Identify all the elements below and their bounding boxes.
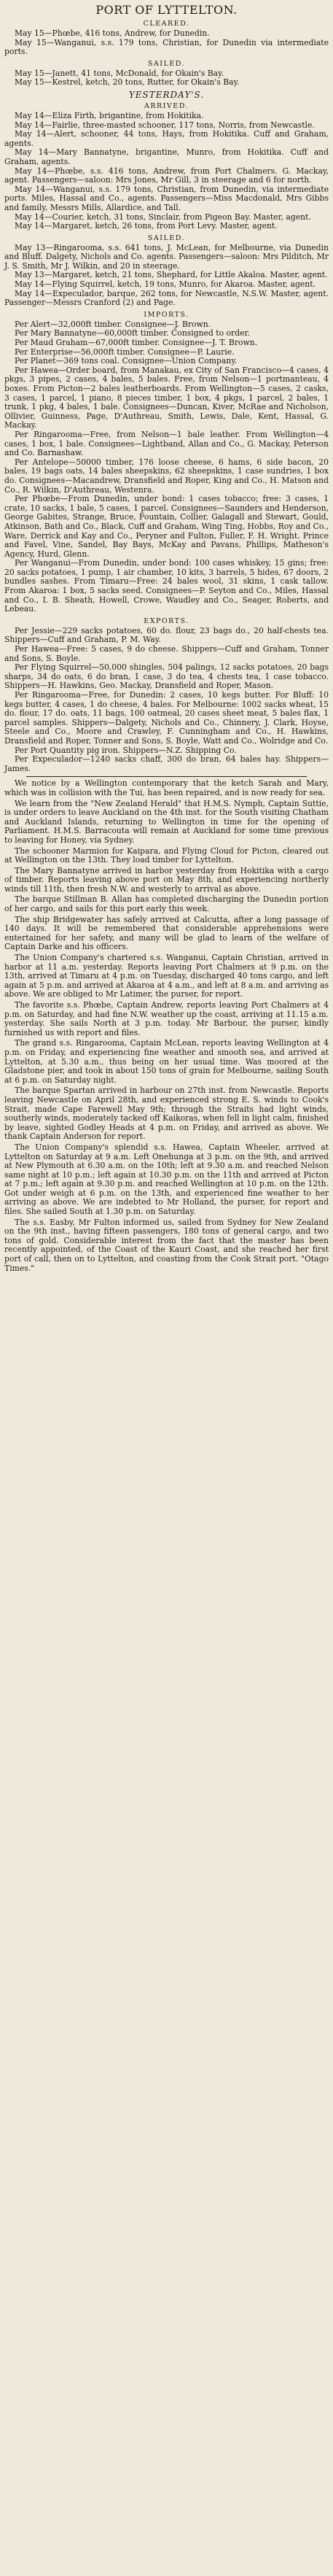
exports-heading: EXPORTS. [144, 616, 189, 625]
masthead-title: PORT OF LYTTELTON. [95, 3, 238, 17]
news-paragraph: The Union Company's splendid s.s. Hawea, Captain Wheeler, arrived at Lyttelton on Saturday at 9 a.m. Left Onehunga at 3 p.m. on the 9th, and arrived at New Plymouth at 6.30 a.m. on the 10th; left at 9.30 a.m. and reached Nelson same night at 10 p.m.; left again at 10.30 p.m. on the 11th and arrived at Picton at 7 p.m.; left again at 9.30 p.m. and reached Wellington at 10 p.m. on the 12th. Got under weigh at 6 p.m. on the 13th, and experienced fine weather to her arriving as above. We are indebted to Mr Holland, the purser, for report and files. She sailed South at 1.30 p.m. on Saturday. [4, 1142, 329, 1217]
import-entry: Per Alert—32,000ft timber. Consignee—J. Brown. [15, 319, 211, 329]
import-entry: Per Maud Graham—67,000ft timber. Consignee—J. T. Brown. [15, 338, 258, 348]
arrived-entry: May 14—Mary Bannatyne, brigantine, Munro, from Hokitika. Cuff and Graham, agents. [4, 147, 329, 166]
news-paragraph: The favorite s.s. Phœbe, Captain Andrew, reports leaving Port Chalmers at 4 p.m. on Saturday, and had fine N.W. weather up the coast, arriving at 11.15 a.m. yesterday. She sails North at 3 p.m. today. Mr Barbour, the purser, kindly furnished us with report and files. [4, 1000, 329, 1037]
import-entry: Per Wanganui—From Dunedin, under bond: 100 cases whiskey, 15 gins; free: 20 sacks potatoes, 1 pump, 1 air chamber, 10 kits, 3 barrels, 5 hides, 67 doors, 2 bundles sashes. From Timaru—Free: 24 bales wool, 31 skins, 1 cask tallow. From Akaroa: 1 box, 5 sacks seed. Consignees—P. Seyton and Co., Miles, Hassal and Co., I. B. Sheath, Howell, Crowe, Waudley and Co., Seager, Roberts, and Lebeau. [4, 558, 329, 614]
export-entry: Per Expeculador—1240 sacks chaff, 300 do bran, 64 bales hay. Shippers—James. [4, 754, 329, 773]
arrived-entry: May 14—Fairlie, three-masted schooner, 117 tons, Norris, from Newcastle. [15, 120, 315, 130]
sailed-heading: SAILED. [147, 59, 186, 68]
export-entry: Per Ringarooma—Free, for Dunedin: 2 cases, 10 kegs butter. For Bluff: 10 kegs butter, 4 cases, 1 do cheese, 4 bales. For Melbourne: 1002 sacks wheat, 15 do. flour, 17 do. oats, 11 bags, 100 oatmeal, 20 cases sheet meat, 5 bales flax, 1 parcel samples. Shippers—Dalgety, Nichols and Co., Chinnery, J. Clark, Hoyse, Steele and Co., Moore and Crawley, F. Cunningham and Co., H. Hawkins, Dransfield and Roper, Tonner and Sons, S. Boyle, Watt and Co., Wolridge and Co. [4, 690, 329, 746]
arrived-entry: May 14—Alert, schooner, 44 tons, Hays, from Hokitika. Cuff and Graham, agents. [4, 129, 329, 148]
import-entry: Per Hawea—Order board, from Manakau, ex City of San Francisco—4 cases, 4 pkgs, 3 pipes, 2 cases, 4 bales, 5 bales. Free, from Nelson—1 portmanteau, 4 boxes. From Picton—2 bales leatherboards. From Wellington—5 cases, 2 casks, 3 cases, 1 parcel, 1 piano, 8 pieces timber, 1 box, 4 pkgs, 1 parcel, 2 bales, 1 trunk, 1 pkg, 4 bales, 1 bale. Consignees—Duncan, Kiver, McRae and Nicholson, Ollivier, Guinness, Page, D'Authreau, Smith, Lewis, Dale, Kent, Hassal, G. Mackay. [4, 365, 329, 430]
news-paragraph: The Union Company's chartered s.s. Wanganui, Captain Christian, arrived in harbor at 11 a.m. yesterday. Reports leaving Port Chalmers at 9 p.m. on the 13th, arrived at Timaru at 4 p.m. on Tuesday, discharged 40 tons cargo, and left again at 5 p.m. and arrived at Akaroa at 4 a.m., and left at 8 a.m. and arriving as above. We are obliged to Mr Latimer, the purser, for report. [4, 953, 329, 999]
news-paragraph: The grand s.s. Ringarooma, Captain McLean, reports leaving Wellington at 4 p.m. on Friday, and experiencing fine weather and smooth sea, and arrived at Lyttelton, at 5.30 a.m., thus being on her usual time. Was moored at the Gladstone pier, and took in about 150 tons of grain for Melbourne, sailing South at 6 p.m. on Saturday night. [4, 1038, 329, 1085]
import-entry: Per Phœbe—From Dunedin, under bond: 1 cases tobacco; free: 3 cases, 1 crate, 10 sacks, 1 bale, 5 cases, 1 parcel. Consignees—Saunders and Henderson, George Gabites, Strange, Bruce, Fountain, Collier, Galagall and Stewart, Gould, Atkinson, Bath and Co., Black, Cuff and Graham, Wing Ting, Hobbs, Roy and Co., Ware, Derrick and Kay and Co., Peryner and Fulton, Fuller, F. H. Wright. Prince and Favel, Vine, Sandel, Bay Bays, McKay and Pavans, Phillips, Matheson's Agency, Hurd, Glenn. [4, 494, 329, 559]
news-paragraph: The barque Spartan arrived in harbour on 27th inst. from Newcastle. Reports leaving Newcastle on April 28th, and experienced strong E. S. winds to Cook's Strait, made Cape Farewell May 9th; through the Straits had light winds, southerly winds, moderately tacked off Kaikoras, when fell in light calm, finished by leave, sighted Godley Heads at 4 p.m. on Friday, and arrived as above. We thank Captain Anderson for report. [4, 1086, 329, 1142]
departed-entry: May 14—Expeculador, barque, 262 tons, for Newcastle, N.S.W. Master, agent. Passenger—Messrs Cranford (2) and Page. [4, 288, 329, 308]
departed-entry: May 13—Ringarooma, s.s. 641 tons, J. McLean, for Melbourne, via Dunedin and Bluff. Dalgety, Nichols and Co. agents. Passengers—saloon: Mrs Pilditch, Mr J. S. Smith, Mr J. Wilkin, and 20 in steerage. [4, 242, 329, 271]
arrived-entry: May 14—Margaret, ketch, 26 tons, from Port Levy. Master, agent. [15, 221, 278, 231]
import-entry: Per Ringarooma—Free, from Nelson—1 bale leather. From Wellington—4 cases, 1 box, 1 bale. Consignees—Lightband, Allan and Co., G. Mackay, Peterson and Co. Barnashaw. [4, 429, 329, 458]
export-entry: Per Port Quantity pig iron. Shippers—N.Z. Shipping Co. [15, 745, 237, 755]
sailed-entry: May 15—Kestrel, ketch, 20 tons, Rutter, for Okain's Bay. [15, 77, 240, 88]
departed-entry: May 14—Flying Squirrel, ketch, 19 tons, Munro, for Akaroa. Master, agent. [15, 279, 316, 290]
imports-heading: IMPORTS. [144, 310, 189, 319]
export-entry: Per Jessie—229 sacks potatoes, 60 do. flour, 23 bags do., 20 half-chests tea. Shippers—Cuff and Graham, P. M. Way. [4, 625, 329, 645]
cleared-entry: May 15—Wanganui, s.s. 179 tons, Christian, for Dunedin via intermediate ports. [4, 37, 329, 57]
section-divider [26, 776, 307, 777]
arrived-entry: May 14—Courier, ketch, 31 tons, Sinclair, from Pigeon Bay. Master, agent. [15, 212, 311, 222]
news-paragraph: The Mary Bannatyne arrived in harbor yesterday from Hokitika with a cargo of timber. Reports leaving above port on May 8th, and experiencing northerly winds till 11th, then fresh N.W. and westerly to arrival as above. [4, 865, 329, 894]
news-paragraph: The barque Stillman B. Allan has completed discharging the Dunedin portion of her cargo, and sails for this port early this week. [4, 894, 329, 914]
arrived-entry: May 14—Phœbe, s.s. 416 tons, Andrew, from Port Chalmers. G. Mackay, agent. Passengers—saloon: Mrs Jones, Mr Gill, 3 in steerage and 6 for north. [4, 166, 329, 185]
news-paragraph: The s.s. Easby, Mr Fulton informed us, sailed from Sydney for New Zealand on the 9th inst., having fifteen passengers, 180 tons of general cargo, and two tons of gold. Considerable interest from the fact that the master has been recently appointed, of the Coast of the Kauri Coast, and she reached her first port of call, then on to Lyttelton, and coasting from the Cook Strait port. "Otago Times." [4, 1217, 329, 1273]
news-paragraph: We learn from the "New Zealand Herald" that H.M.S. Nymph, Captain Suttie, is under orders to leave Auckland on the 4th inst. for the South visiting Chatham and Auckland Islands, returning to Wellington in time for the opening of Parliament. H.M.S. Barracouta will remain at Auckland for some time previous to leaving for Honey, vía Sydney. [4, 798, 329, 845]
import-entry: Per Mary Bannatyne—60,000ft timber. Consigned to order. [15, 328, 250, 339]
import-entry: Per Enterprise—56,000ft timber. Consignee—P. Laurie. [15, 347, 235, 357]
news-paragraph: We notice by a Wellington contemporary that the ketch Sarah and Mary, which was in collision with the Tui, has been repaired, and is now ready for sea. [4, 778, 329, 797]
shipping-news [4, 779, 329, 1273]
departed-entry: May 13—Margaret, ketch, 21 tons, Shephard, for Little Akaloa. Master, agent. [15, 270, 328, 280]
news-paragraph: The ship Bridgewater has safely arrived at Calcutta, after a long passage of 140 days. It will be remembered that considerable apprehensions were entertained for her safety, and many will be glad to learn of the welfare of Captain Darke and his officers. [4, 914, 329, 952]
import-entry: Per Planet—369 tons coal. Consignee—Union Company. [15, 356, 238, 366]
arrived-entry: May 14—Wanganui, s.s. 179 tons, Christian, from Dunedin, via intermediate ports. Miles, Hassal and Co., agents. Passengers—Miss Macdonald, Mrs Gibbs and family, Messrs Mills, Allardice, and Tall. [4, 184, 329, 212]
sailed-entry: May 15—Janett, 41 tons, McDonald, for Okain's Bay. [15, 68, 224, 78]
arrived-heading: ARRIVED. [144, 101, 189, 110]
cleared-heading: CLEARED. [143, 20, 190, 28]
arrived-entry: May 14—Eliza Firth, brigantine, from Hokitika. [15, 110, 204, 120]
export-entry: Per Flying Squirrel—50,000 shingles, 504 palings, 12 sacks potatoes, 20 bags sharps, 34 do oats, 6 do bran, 1 case, 3 do tea, 4 chests tea, 1 case tobacco. Shippers—H. Hawkins, Geo. Mackay, Dransfield and Roper, Mason. [4, 662, 329, 691]
news-paragraph: The schooner Marmion for Kaipara, and Flying Cloud for Picton, cleared out at Wellington on the 13th. They load timber for Lyttelton. [4, 846, 329, 865]
yesterday-heading: YESTERDAY'S. [128, 89, 205, 100]
cleared-entry: May 15—Phœbe, 416 tons, Andrew, for Dunedin. [15, 28, 210, 38]
import-entry: Per Antelope—50000 timber, 176 loose cheese, 6 hams, 6 side bacon, 20 bales, 19 bags oats, 14 bales sheepskins, 62 sheepskins, 1 case sundries, 1 box do. Consignees—Macandrew, Dransfield and Roper, King and Co., H. Matson and Co., R. Wilkin, D'Authreau, Westenra. [4, 457, 329, 495]
export-entry: Per Hawea—Free: 5 cases, 9 do cheese. Shippers—Cuff and Graham, Tonner and Sons, S. Boyle. [4, 644, 329, 663]
departed-heading: SAILED. [147, 233, 186, 242]
